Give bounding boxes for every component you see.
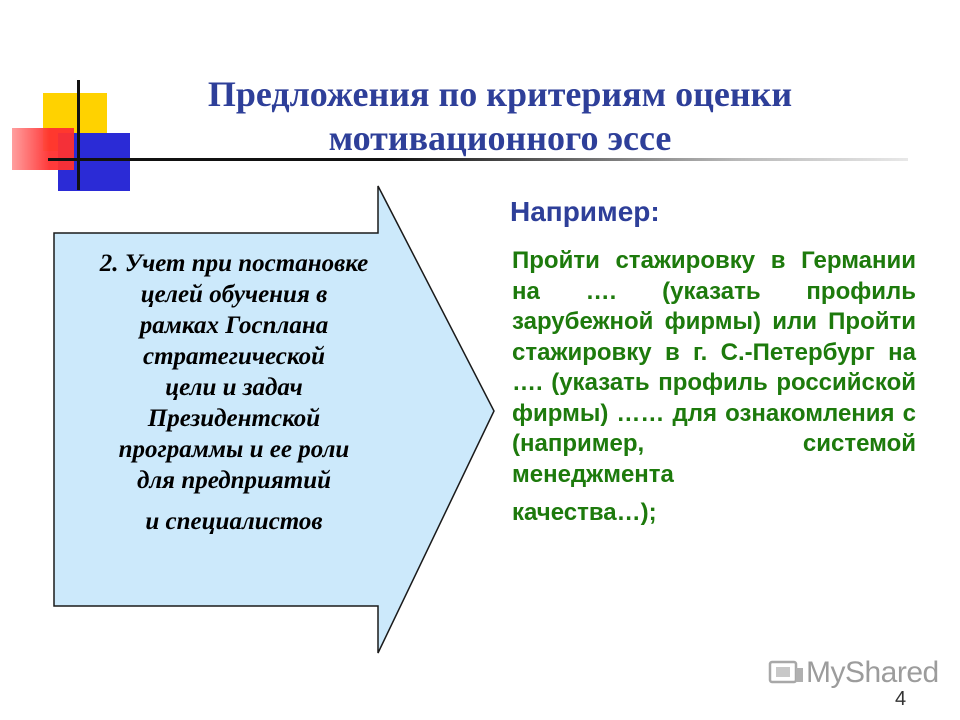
arrow-line-2: целей обучения в bbox=[140, 281, 328, 308]
arrow-line-5: цели и задач bbox=[165, 374, 303, 401]
arrow-text bbox=[40, 248, 428, 537]
myshared-logo-icon bbox=[768, 658, 806, 688]
arrow-line-3: рамках Госплана bbox=[139, 312, 329, 339]
logo-red-square bbox=[12, 128, 74, 170]
example-text bbox=[512, 246, 916, 529]
arrow-line-1: 2. Учет при постановке bbox=[99, 250, 369, 277]
page-number: 4 bbox=[895, 688, 907, 710]
logo-vertical-line bbox=[77, 80, 80, 190]
slide-title-line-2: мотивационного эссе bbox=[328, 118, 672, 158]
example-body: Пройти стажировку в Германии на …. (указать профиль зарубежной фирмы) или Пройти стажировку в г. С.-Петербург на …. (указать профиль российской фирмы) …… для ознакомления с (например, системой менеджмента bbox=[512, 247, 916, 488]
arrow-line-4: стратегической bbox=[143, 343, 325, 370]
arrow-line-6: Президентской bbox=[147, 405, 321, 432]
example-last-line: качества…); bbox=[512, 499, 657, 526]
arrow-line-9: и специалистов bbox=[145, 508, 323, 535]
watermark-text: MyShared bbox=[806, 656, 939, 689]
slide-title-line-1: Предложения по критериям оценки bbox=[207, 74, 793, 114]
arrow-line-8: для предприятий bbox=[136, 467, 332, 494]
slide-title bbox=[130, 72, 870, 160]
arrow-line-7: программы и ее роли bbox=[118, 436, 350, 463]
example-label: Например: bbox=[510, 196, 660, 227]
